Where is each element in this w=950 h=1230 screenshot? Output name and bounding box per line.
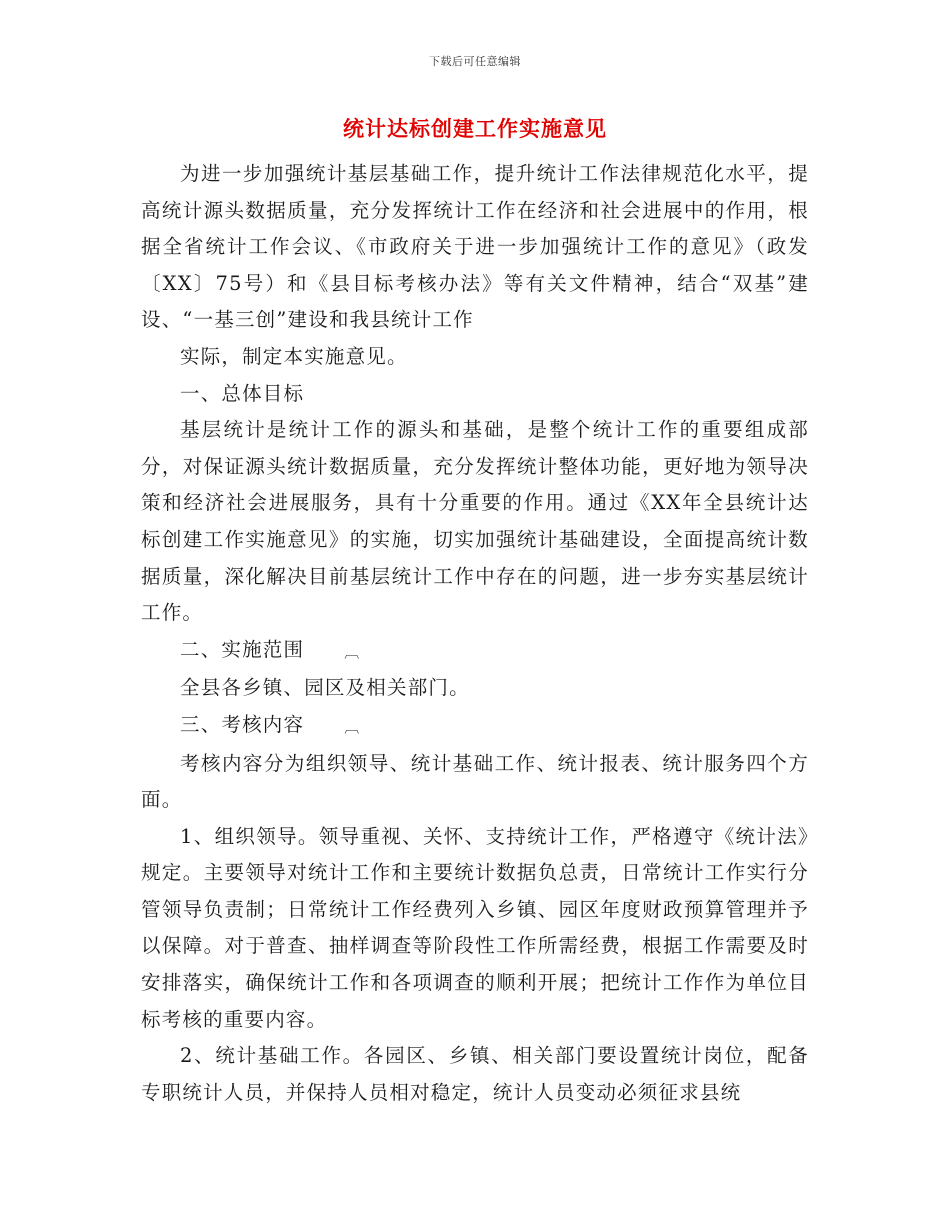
section-3-heading-line	[141, 707, 809, 746]
section-2-heading-line	[141, 632, 809, 671]
section-2-body: 全县各乡镇、园区及相关部门。	[180, 676, 470, 700]
section-2-heading: 二、实施范围	[180, 637, 305, 661]
document-body	[141, 156, 809, 1111]
intro-paragraph-continued: 实际，制定本实施意见。	[180, 344, 408, 368]
intro-paragraph: 为进一步加强统计基层基础工作，提升统计工作法律规范化水平，提高统计源头数据质量，充分发挥统计工作在经济和社会进展中的作用，根据全省统计工作会议、《市政府关于进一步加强统计工作的意见》（政发〔XX〕75号）和《县目标考核办法》等有关文件精神，结合“双基”建设、“一基三创”建设和我县统计工作	[141, 162, 809, 332]
section-3-mark: ︹	[344, 717, 361, 736]
item-1-paragraph: 1、组织领导。领导重视、关怀、支持统计工作，严格遵守《统计法》规定。主要领导对统计工作和主要统计数据负总责，日常统计工作实行分管领导负责制；日常统计工作经费列入乡镇、园区年度财政预算管理并予以保障。对于普查、抽样调查等阶段性工作所需经费，根据工作需要及时安排落实，确保统计工作和各项调查的顺利开展；把统计工作作为单位目标考核的重要内容。	[141, 824, 809, 1031]
section-1-body: 基层统计是统计工作的源头和基础，是整个统计工作的重要组成部分，对保证源头统计数据质量，充分发挥统计整体功能，更好地为领导决策和经济社会进展服务，具有十分重要的作用。通过《XX年全县统计达标创建工作实施意见》的实施，切实加强统计基础建设，全面提高统计数据质量，深化解决目前基层统计工作中存在的问题，进一步夯实基层统计工作。	[141, 418, 809, 625]
section-1-heading: 一、总体目标	[180, 381, 305, 405]
header-note: 下载后可任意编辑	[429, 55, 521, 68]
section-2-mark: ︹	[344, 642, 361, 661]
section-3-body: 考核内容分为组织领导、统计基础工作、统计报表、统计服务四个方面。	[141, 751, 809, 812]
document-title: 统计达标创建工作实施意见	[343, 116, 607, 141]
item-2-paragraph: 2、统计基础工作。各园区、乡镇、相关部门要设置统计岗位，配备专职统计人员，并保持人员相对稳定，统计人员变动必须征求县统	[141, 1044, 809, 1104]
section-3-heading: 三、考核内容	[180, 712, 305, 736]
